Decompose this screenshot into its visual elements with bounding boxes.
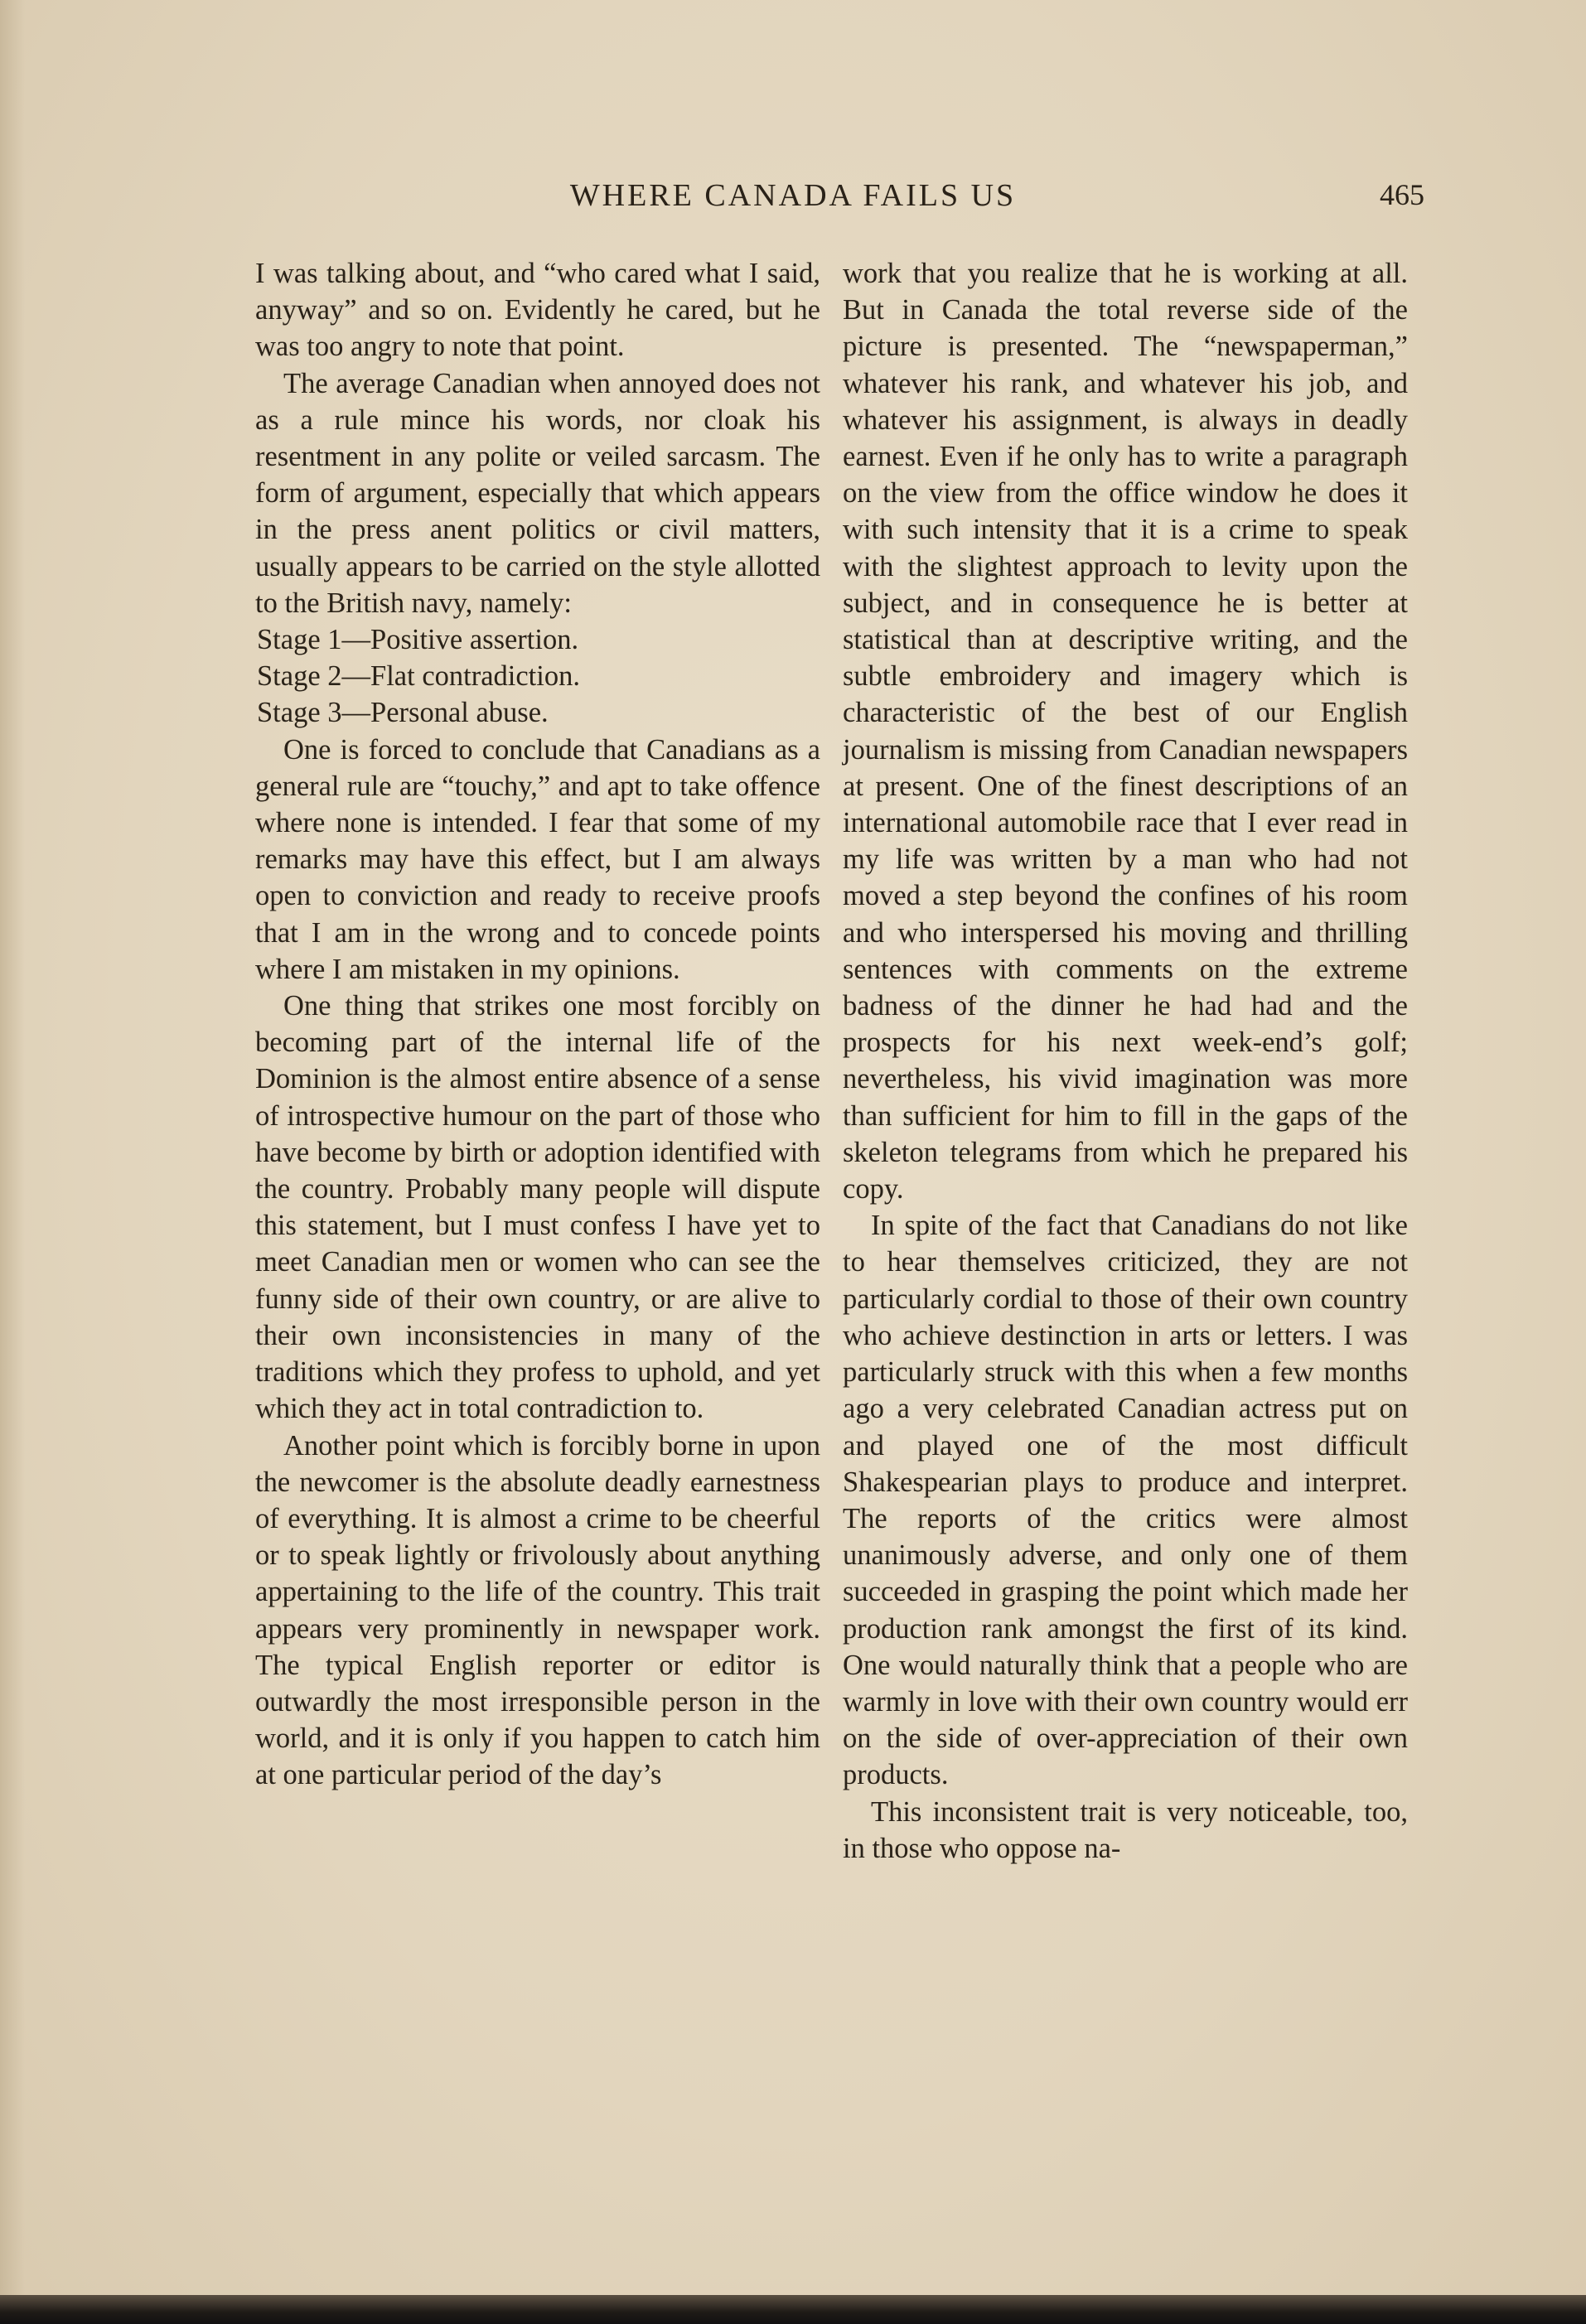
running-title: WHERE CANADA FAILS US	[569, 178, 1017, 213]
bottom-shadow-band	[0, 2295, 1586, 2324]
paragraph: I was talking about, and “who cared what I said, anyway” and so on. Evidently he cared, but he was too angry to note that point.	[255, 258, 820, 363]
paragraph: work that you realize that he is working at all. But in Canada the total reverse side of the picture is presented. The “newspaperman,” whatever his rank, and whatever his job, and whatever his assignment, is always in deadly earnest. Even if he only has to write a paragraph on the view from the office window he does it with such intensity that it is a crime to speak with the slightest approach to levity upon the subject, and in consequence he is better at statistical than at descriptive writing, and the subtle embroidery and imagery which is characteristic of the best of our English journalism is missing from Canadian newspapers at present. One of the finest descriptions of an international automobile race that I ever read in my life was written by a man who had not moved a step beyond the confines of his room and who interspersed his moving and thrilling sentences with comments on the extreme badness of the dinner he had had and the prospects for his next week-end’s golf; nevertheless, his vivid imagination was more than sufficient for him to fill in the gaps of the skeleton telegrams from which he prepared his copy.	[843, 258, 1408, 1205]
paragraph: One thing that strikes one most forcibly on becoming part of the internal life of the Dominion is the almost entire absence of a sense of introspective humour on the part of those who have become by birth or adoption identified with the country. Probably many people will dispute this statement, but I must confess I have yet to meet Canadian men or women who can see the funny side of their own country, or are alive to their own inconsistencies in many of the traditions which they profess to uphold, and yet which they act in total contradiction to.	[255, 990, 820, 1425]
paragraph: This inconsistent trait is very noticeable, too, in those who oppose na-	[843, 1795, 1408, 1864]
list-item: Stage 3—Personal abuse.	[257, 697, 549, 729]
page-number: 465	[1380, 178, 1424, 211]
list-item: Stage 2—Flat contradiction.	[257, 660, 580, 693]
list-item: Stage 1—Positive assertion.	[257, 624, 579, 656]
paragraph: In spite of the fact that Canadians do not like to hear themselves criticized, they are not particularly cordial to those of their own country who achieve destinction in arts or letters. I was particularly struck with this when a few months ago a very celebrated Canadian actress put on and played one of the most difficult Shakespearian plays to produce and interpret. The reports of the critics were almost unanimously adverse, and only one of them succeeded in grasping the point which made her production rank amongst the first of its kind. One would naturally think that a people who are warmly in love with their own country would err on the side of over-appreciation of their own products.	[843, 1210, 1408, 1791]
binding-shadow	[0, 0, 25, 2324]
running-head	[0, 172, 1586, 222]
left-column	[255, 255, 820, 1794]
paragraph: Another point which is forcibly borne in upon the newcomer is the absolute deadly earnestness of everything. It is almost a crime to be cheerful or to speak lightly or frivolously about anything appertaining to the life of the country. This trait appears very prominently in newspaper work. The typical English reporter or editor is outwardly the most irresponsible person in the world, and it is only if you happen to catch him at one particular period of the day’s	[255, 1429, 820, 1791]
paragraph: The average Canadian when annoyed does not as a rule mince his words, nor cloak his resentment in any polite or veiled sarcasm. The form of argument, especially that which appears in the press anent politics or civil matters, usually appears to be carried on the style allotted to the British navy, namely:	[255, 367, 820, 619]
right-column	[843, 255, 1408, 1867]
paragraph: One is forced to conclude that Canadians as a general rule are “touchy,” and apt to take offence where none is intended. I fear that some of my remarks may have this effect, but I am always open to conviction and ready to receive proofs that I am in the wrong and to concede points where I am mistaken in my opinions.	[255, 733, 820, 985]
